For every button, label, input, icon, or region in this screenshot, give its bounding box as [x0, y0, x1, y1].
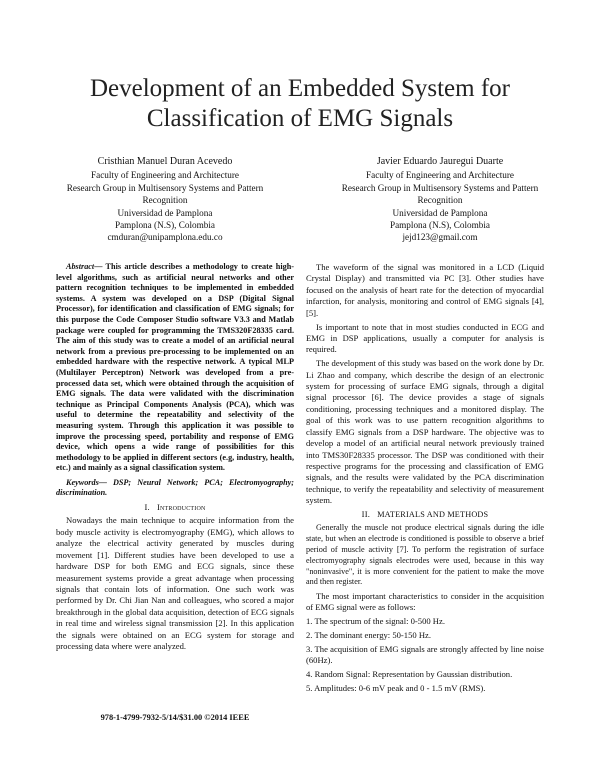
list-item: 2. The dominant energy: 50-150 Hz.: [306, 629, 431, 640]
author-group-cont: Recognition: [417, 195, 463, 206]
author-group-cont: Recognition: [142, 195, 188, 206]
paper-title: [40, 74, 560, 134]
keywords: Keywords— DSP; Neural Network; PCA; Electromyography; discrimination.: [56, 477, 294, 498]
author-block-2: [315, 156, 565, 244]
intro-paragraph: Nowadays the main technique to acquire information from the body muscle activity is electromyography (EMG), which allows to analyze the electrical activity generated by muscles during movement [1]. Different studies have been developed to use a hardware DSP for both EMG and ECG signals, since these measurement systems provide a great advantage when processing signals that contain lots of information. One such work was performed by Dr. Chi Jian Nan and colleagues, who scored a major breakthrough in the global data acquisition, detection of ECG signals in real time and wireless signal transmission [2]. In this application the signals were obtained on an ECG system for storage and processing data where were analyzed.: [56, 515, 294, 651]
author-block-1: [40, 156, 290, 244]
copyright-footer: 978-1-4799-7932-5/14/$31.00 ©2014 IEEE: [100, 713, 250, 722]
abstract: [56, 262, 294, 474]
abstract-label: Abstract: [66, 262, 95, 271]
methods-paragraph-1: Generally the muscle not produce electrical signals during the idle state, but when an electrode is conditioned is possible to observe a brief period of muscle activity [7]. To perform the registration of surface electromyography signals electrodes were used, because in this way "noninvasive", it is more convenient for the patient to make the move and then register.: [306, 523, 544, 587]
section-number: I.: [144, 501, 150, 512]
body-paragraph-1: The waveform of the signal was monitored in a LCD (Liquid Crystal Display) and transmitted via PC [3]. Other studies have focused on the analysis of heart rate for the detection of myocardial infarction, for analysis, monitoring and control of EMG signals [4], [5].: [306, 262, 544, 318]
author-group: Research Group in Multisensory Systems and Pattern: [341, 182, 539, 193]
list-item: 1. The spectrum of the signal: 0-500 Hz.: [306, 615, 445, 626]
author-university: Universidad de Pamplona: [392, 207, 488, 218]
author-email: cmduran@unipamplona.edu.co: [107, 232, 223, 243]
author-email: jejd123@gmail.com: [402, 232, 478, 243]
methods-paragraph-2: The most important characteristics to consider in the acquisition of EMG signal were as follows:: [306, 590, 544, 613]
section-number: II.: [361, 509, 371, 520]
author-dept: Faculty of Engineering and Architecture: [366, 170, 514, 181]
author-name: Javier Eduardo Jauregui Duarte: [376, 156, 504, 167]
author-name: Cristhian Manuel Duran Acevedo: [97, 156, 233, 167]
left-column: [56, 262, 294, 655]
list-item: 3. The acquisition of EMG signals are strongly affected by line noise (60Hz).: [306, 643, 544, 666]
abstract-text: — This article describes a methodology to create high-level algorithms, such as artificial neural networks and other pattern recognition techniques to be implemented in embedded systems. A system was developed on a DSP (Digital Signal Processor), for identification and classification of EMG signals; for this purpose the Code Composer Studio software V3.3 and Matlab package were coupled for programming the TMS320F28335 card. The aim of this study was to create a model of an artificial neural network from a previous pre-processing to be implemented on an embedded hardware with the respective network. A typical MLP (Multilayer Perceptron) Network was developed from a pre-processed data set, which were obtained through the acquisition of EMG signals. The data were validated with the discrimination technique as Principal Components Analysis (PCA), which was useful to determine the repeatability and selectivity of the measuring system. Through this application it was possible to improve the processing speed, portability and response of EMG device, which opens a wide range of possibilities for this methodology to be applied in different sectors (e.g, industry, health, etc.) and mainly as a signal classification system.: [56, 262, 294, 473]
list-item: 4. Random Signal: Representation by Gaussian distribution.: [306, 669, 513, 680]
right-column: [306, 262, 544, 697]
author-university: Universidad de Pamplona: [117, 207, 213, 218]
title-line-2: Classification of EMG Signals: [146, 105, 454, 132]
author-dept: Faculty of Engineering and Architecture: [91, 170, 239, 181]
list-item: 5. Amplitudes: 0-6 mV peak and 0 - 1.5 mV (RMS).: [306, 682, 486, 693]
section-heading-introduction: [56, 502, 294, 513]
section-title: Introduction: [156, 501, 206, 512]
body-paragraph-3: The development of this study was based on the work done by Dr. Li Zhao and company, which describe the design of an electronic system for processing of surface EMG signals, through a digital signal processor [6]. The device provides a stage of signals conditioning, processing techniques and a monitored display. The goal of this work was to use pattern recognition algorithms to classify EMG signals from a DSP hardware. The objective was to develop a model of an artificial neural network previously trained into TMS30F28335 processor. The DSP was conditioned with their respective programs for the processing and classification of EMG signals, and the results were validated by the PCA discrimination technique, to verify the repeatability and selectivity of measurement system.: [306, 358, 544, 506]
author-city: Pamplona (N.S), Colombia: [389, 220, 491, 231]
author-group: Research Group in Multisensory Systems and Pattern: [66, 182, 264, 193]
section-heading-methods: [306, 509, 544, 521]
author-city: Pamplona (N.S), Colombia: [114, 220, 216, 231]
title-line-1: Development of an Embedded System for: [89, 75, 511, 102]
section-title: MATERIALS AND METHODS: [377, 510, 489, 520]
body-paragraph-2: Is important to note that in most studies conducted in ECG and EMG in DSP applications, usually a computer for analysis is required.: [306, 321, 544, 355]
